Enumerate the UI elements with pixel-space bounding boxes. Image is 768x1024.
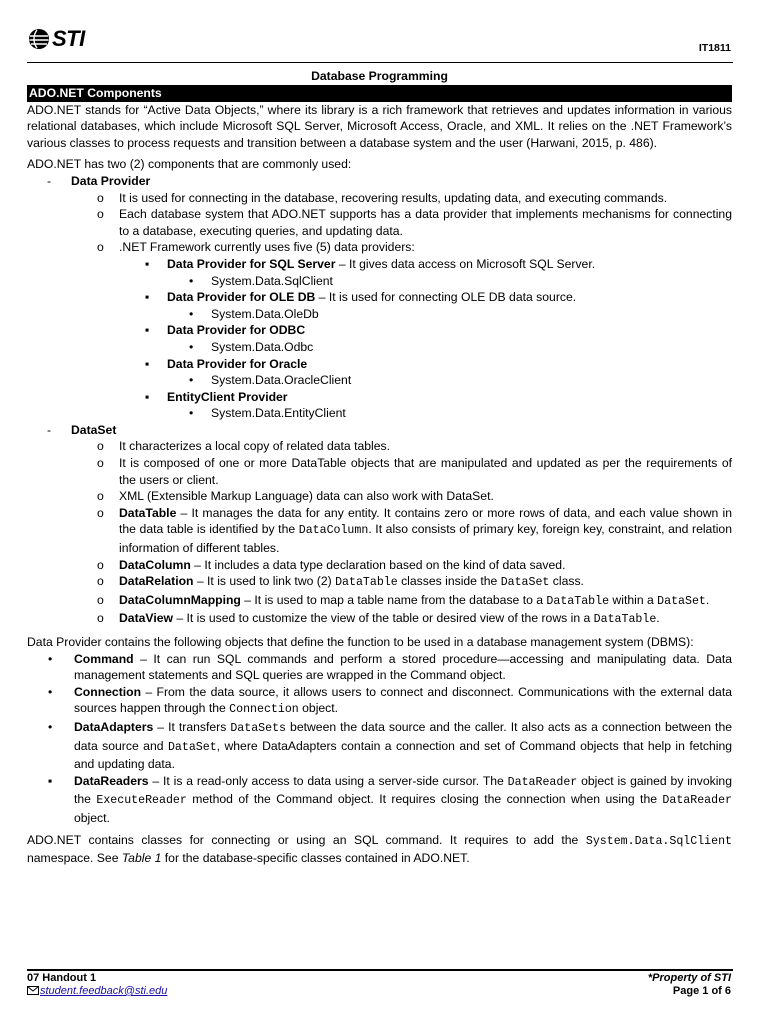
square-marker: ▪ <box>145 356 150 371</box>
sti-globe-icon <box>28 28 50 50</box>
provider-item: ▪ Data Provider for OLE DB – It is used for connecting OLE DB data source. <box>145 290 577 305</box>
namespace-item <box>27 372 732 389</box>
bullet-marker: • <box>189 273 194 288</box>
list-item-datarelation: o DataRelation – It is used to link two (2) DataTable classes inside the DataSet class. <box>97 574 584 590</box>
provider-item: ▪ Data Provider for SQL Server – It gives data access on Microsoft SQL Server. <box>145 256 596 271</box>
square-marker: ▪ <box>145 256 150 271</box>
circle-marker: o <box>97 240 104 255</box>
email-line <box>27 985 167 998</box>
square-marker: ▪ <box>145 290 150 305</box>
mail-icon <box>27 986 39 995</box>
provider-name: Data Provider for Oracle <box>167 356 308 371</box>
footer-right <box>648 972 731 998</box>
provider-objects-intro: Data Provider contains the following objects that define the function to be used in a database management system (DBMS): <box>27 635 694 649</box>
list-item-dataview: o DataView – It is used to customize the view of the table or desired view of the rows in a DataTable. <box>97 611 660 627</box>
bullet-marker: • <box>189 339 194 354</box>
list-item-datatable: o DataTable – It manages the data for any entity. It contains zero or more rows of data, and each value shown in the data table is identified by the DataColumn. It also consists of primary key, foreign key, constraint, and relation information of different tables. <box>97 505 732 556</box>
bullet-marker: • <box>189 406 194 421</box>
circle-marker: o <box>97 611 104 626</box>
list-item-dataset <box>27 422 732 439</box>
circle-marker: o <box>97 190 104 205</box>
provider-name: Data Provider for SQL Server <box>167 256 336 271</box>
provider-item <box>27 322 732 339</box>
namespace-item <box>27 405 732 422</box>
circle-marker: o <box>97 456 104 471</box>
namespace-item <box>27 273 732 290</box>
dash-marker: - <box>47 422 52 437</box>
section-heading: ADO.NET Components <box>27 85 732 102</box>
list-item: o It characterizes a local copy of related data tables. <box>97 439 390 454</box>
list-item-dataadapters: • DataAdapters – It transfers DataSets between the data source and the caller. It also acts as a connection between the data source and DataSet, where DataAdapters contain a connection and set of Command objects that help in fetching and updating data. <box>48 719 733 772</box>
closing-paragraph: ADO.NET contains classes for connecting or using an SQL command. It requires to add the System.Data.SqlClient namespace. See Table 1 for the database-specific classes contained in ADO.NET. <box>27 832 732 866</box>
provider-name: Data Provider for ODBC <box>167 323 306 338</box>
list-item-connection: • Connection – From the data source, it allows users to connect and disconnect. Communications with the external data sources happen through the Connection object. <box>48 684 732 717</box>
square-marker: ▪ <box>145 389 150 404</box>
sti-logo <box>28 28 85 50</box>
property-label: *Property of STI <box>647 972 731 984</box>
document-code: IT1811 <box>698 42 731 54</box>
namespace-item <box>27 339 732 356</box>
list-item-command: • Command – It can run SQL commands and perform a stored procedure—accessing and manipulating data. Data management statements and SQL queries are wrapped in the Command object. <box>48 651 732 683</box>
list-item-datacolumnmapping: o DataColumnMapping – It is used to map a table name from the database to a DataTable within a DataSet. <box>97 592 710 608</box>
namespace-name: System.Data.OracleClient <box>211 373 352 388</box>
list-item: o It is composed of one or more DataTable objects that are manipulated and updated as per the requirements of the users or client. <box>97 456 732 487</box>
provider-item <box>27 389 732 406</box>
namespace-name: System.Data.Odbc <box>211 339 314 354</box>
dataset-heading: DataSet <box>71 422 117 437</box>
list-item-data-provider <box>27 173 732 190</box>
page-title: Database Programming <box>311 69 448 83</box>
namespace-name: System.Data.EntityClient <box>211 406 346 421</box>
provider-name: Data Provider for OLE DB <box>167 290 316 305</box>
header-divider <box>27 62 733 63</box>
list-item: o It is used for connecting in the database, recovering results, updating data, and executing commands. <box>97 190 668 205</box>
bullet-marker: • <box>48 719 53 734</box>
list-item-datareaders: ▪ DataReaders – It is a read-only access to data using a server-side cursor. The DataReader object is gained by invoking the ExecuteReader method of the Command object. It requires closing the connection when using the DataReader object. <box>48 773 732 825</box>
bullet-marker: • <box>189 373 194 388</box>
intro-paragraph: ADO.NET stands for “Active Data Objects,” where its library is a rich framework that retrieves and updates information in various relational databases, which include Microsoft SQL Server, Microsoft Access, Oracle, and XML. It relies on the .NET Framework’s various classes to process requests and transition between a database system and the user (Harwani, 2015, p. 486). <box>27 102 732 150</box>
list-item: o .NET Framework currently uses five (5) data providers: <box>97 240 415 255</box>
circle-marker: o <box>97 592 104 607</box>
components-intro: ADO.NET has two (2) components that are commonly used: <box>27 157 352 172</box>
list-item-datacolumn: o DataColumn – It includes a data type declaration based on the kind of data saved. <box>97 557 566 572</box>
page-number: Page 1 of 6 <box>672 985 731 997</box>
bullet-marker: • <box>48 684 53 699</box>
circle-marker: o <box>97 489 104 504</box>
circle-marker: o <box>97 207 104 222</box>
square-marker: ▪ <box>145 323 150 338</box>
footer-left <box>27 972 167 998</box>
circle-marker: o <box>97 574 104 589</box>
main-content <box>27 68 732 867</box>
namespace-name: System.Data.SqlClient <box>211 273 333 288</box>
bullet-marker: • <box>189 306 194 321</box>
handout-label: 07 Handout 1 <box>27 972 97 984</box>
bullet-marker: • <box>48 651 53 666</box>
email-link[interactable]: student.feedback@sti.edu <box>40 985 168 997</box>
square-marker: ▪ <box>48 773 53 788</box>
provider-name: EntityClient Provider <box>167 389 288 404</box>
table-reference: Table 1 <box>121 851 162 866</box>
logo-text: STI <box>52 26 85 51</box>
namespace-name: System.Data.OleDb <box>211 306 319 321</box>
circle-marker: o <box>97 439 104 454</box>
provider-item <box>27 356 732 373</box>
namespace-item <box>27 306 732 323</box>
circle-marker: o <box>97 557 104 572</box>
list-item: o Each database system that ADO.NET supports has a data provider that implements mechanisms for connecting to a database, executing queries, and updating data. <box>97 207 732 238</box>
list-item: o XML (Extensible Markup Language) data can also work with DataSet. <box>97 489 494 504</box>
footer-divider <box>27 969 733 971</box>
dash-marker: - <box>47 173 52 188</box>
circle-marker: o <box>97 505 104 520</box>
data-provider-heading: Data Provider <box>71 173 151 188</box>
